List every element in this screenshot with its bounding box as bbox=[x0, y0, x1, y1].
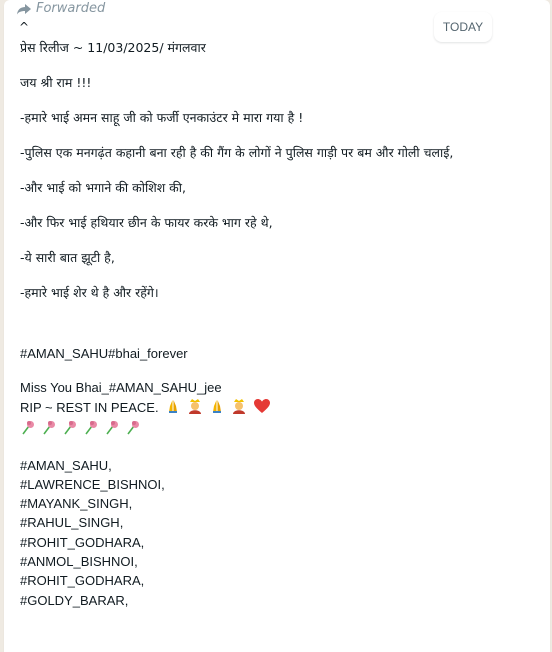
wilted-flower-icon bbox=[104, 419, 121, 436]
miss-you-line: Miss You Bhai_#AMAN_SAHU_jee bbox=[20, 380, 222, 396]
statement-line: -पुलिस एक मनगढ़ंत कहानी बना रही है की गैंग के लोगों ने पुलिस गाड़ी पर बम और गोली चलाई, bbox=[20, 145, 454, 160]
hashtag-block bbox=[20, 344, 550, 363]
tag-item: #MAYANK_SINGH, bbox=[20, 496, 133, 512]
statement-line: -और भाई को भगाने की कोशिश की, bbox=[20, 180, 186, 195]
press-release-title: प्रेस रिलीज ~ 11/03/2025/ मंगलवार bbox=[20, 40, 206, 55]
rip-line bbox=[20, 398, 550, 418]
tag-item: #ROHIT_GODHARA, bbox=[20, 534, 145, 550]
statement-line: -हमारे भाई अमन साहू जी को फर्जी एनकाउंटर मे मारा गया है ! bbox=[20, 110, 304, 125]
statement-line: -और फिर भाई हथियार छीन के फायर करके भाग रहे थे, bbox=[20, 215, 273, 230]
tag-item: #AMAN_SAHU, bbox=[20, 457, 112, 473]
wilted-flower-icon bbox=[20, 419, 37, 436]
folded-hands-icon bbox=[209, 398, 225, 417]
tag-item: #GOLDY_BARAR, bbox=[20, 592, 129, 608]
flower-row bbox=[20, 418, 550, 438]
forwarded-label bbox=[16, 1, 105, 16]
statement-line: -हमारे भाई शेर थे है और रहेंगे। bbox=[20, 285, 159, 300]
tag-list bbox=[20, 456, 550, 610]
date-chip: TODAY bbox=[434, 12, 492, 42]
wilted-flower-icon bbox=[62, 419, 79, 436]
tag-item: #ROHIT_GODHARA, bbox=[20, 573, 145, 589]
message-body bbox=[20, 38, 550, 610]
tag-item: #ANMOL_BISHNOI, bbox=[20, 554, 138, 570]
wilted-flower-icon bbox=[125, 419, 142, 436]
greeting-line: जय श्री राम !!! bbox=[20, 75, 92, 90]
message-bubble[interactable] bbox=[4, 0, 550, 652]
tribute-block bbox=[20, 378, 550, 397]
wilted-flower-icon bbox=[41, 419, 58, 436]
hashtag-line: #AMAN_SAHU#bhai_forever bbox=[20, 346, 188, 361]
folded-hands-icon bbox=[165, 398, 181, 417]
tag-item: #RAHUL_SINGH, bbox=[20, 515, 124, 531]
tag-item: #LAWRENCE_BISHNOI, bbox=[20, 476, 165, 492]
statement-line: -ये सारी बात झूटी है, bbox=[20, 250, 115, 265]
forwarded-text: Forwarded bbox=[36, 1, 106, 16]
forward-arrow-icon bbox=[16, 3, 32, 15]
rip-text: RIP ~ REST IN PEACE. bbox=[20, 400, 159, 416]
mourning-person-icon bbox=[231, 398, 247, 417]
expand-caret[interactable]: ^ bbox=[19, 20, 30, 34]
mourning-person-icon bbox=[187, 398, 203, 417]
red-heart-icon bbox=[253, 398, 271, 417]
wilted-flower-icon bbox=[83, 419, 100, 436]
